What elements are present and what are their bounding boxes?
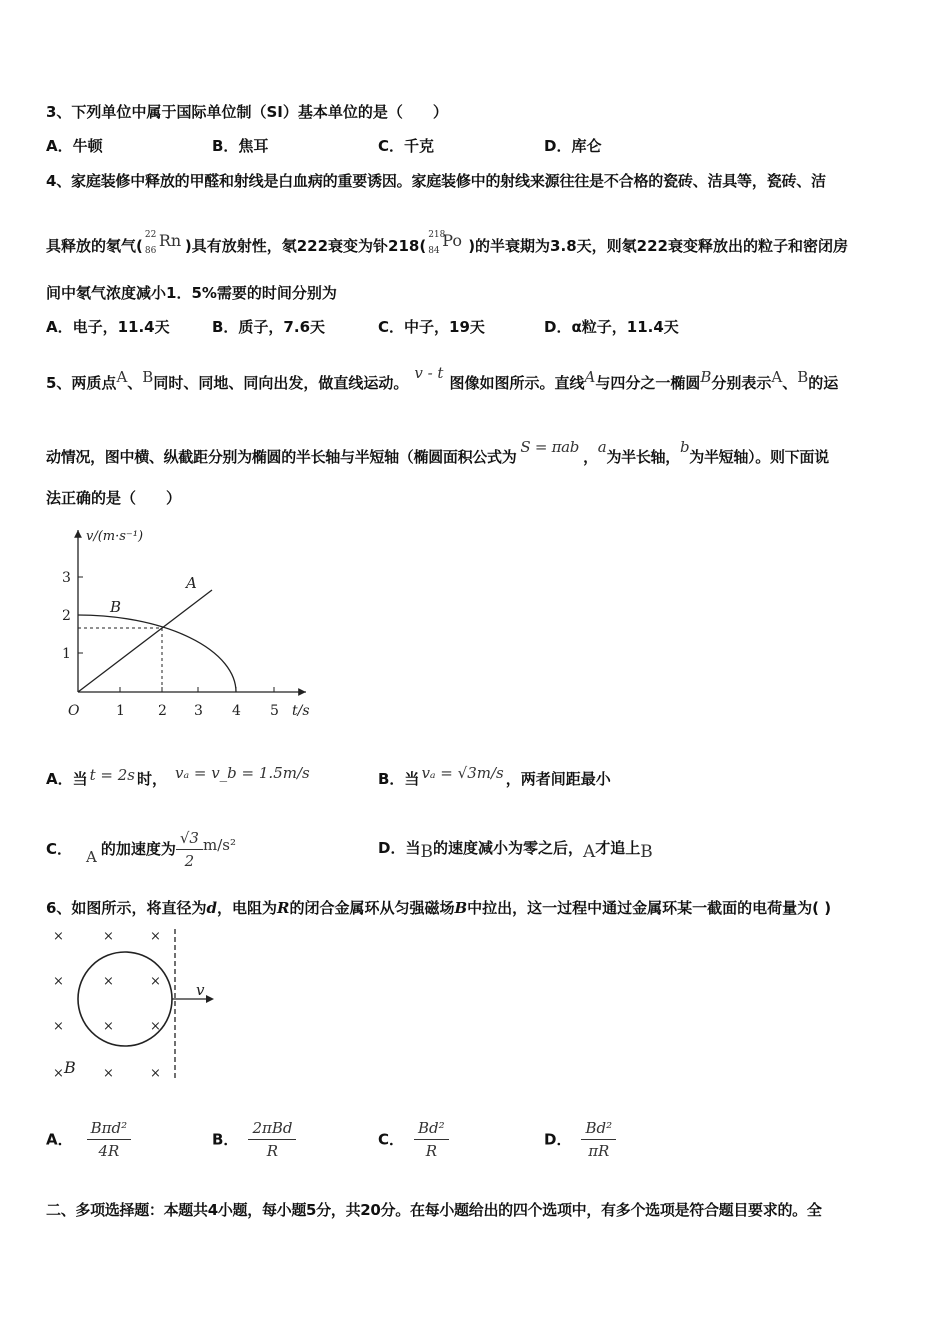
q5-l2-c: 为半长轴，	[606, 448, 680, 466]
q4-option-d: D．α粒子，11.4天	[544, 318, 679, 336]
field-cross: ×	[53, 1019, 64, 1034]
field-cross: ×	[53, 974, 64, 989]
x-tick-3: 3	[194, 703, 203, 719]
x-tick-4: 4	[232, 703, 241, 719]
speed-sqrt3-expr: vₐ = √3m/s	[421, 764, 504, 782]
ellipse-b-label: B	[110, 598, 122, 616]
q5-sep: 、	[127, 374, 143, 392]
field-label: B	[64, 1058, 76, 1077]
x-tick-1: 1	[116, 703, 125, 719]
q4-option-c: C．中子，19天	[378, 318, 485, 336]
q5-opt-c-mid: 的加速度为	[100, 840, 176, 858]
q4-line2-c: )的半衰期为3.8天，则氡222衰变释放出的粒子和密闭房	[468, 237, 848, 255]
x-tick-5: 5	[270, 703, 279, 719]
q6-opt-a-fraction: $\frac{\text{Bπd²}}{4R}$	[87, 1118, 132, 1161]
q4-line1: 4、家庭装修中释放的甲醛和射线是白血病的重要诱因。家庭装修中的射线来源往往是不合格的瓷砖、洁具等，瓷砖、洁	[46, 172, 826, 190]
q6-opt-d-fraction: $\frac{\text{Bd²}}{\pi R}$	[581, 1118, 616, 1161]
q5-option-b	[378, 763, 611, 789]
speed-equal-expr: vₐ = v_b = 1.5m/s	[175, 764, 310, 782]
radon-nuclide: 22 86 Rn	[144, 230, 182, 256]
var-b-3: B	[797, 368, 809, 386]
line-a	[78, 590, 212, 692]
field-cross: ×	[150, 974, 161, 989]
q6-opt-d-label: D．	[544, 1130, 572, 1149]
q3-option-d: D．库仑	[544, 137, 602, 155]
field-cross: ×	[103, 1019, 114, 1034]
q6-opt-b-label: B．	[212, 1130, 239, 1149]
q6-option-b	[212, 1118, 296, 1161]
y-axis-label: v/(m·s⁻¹)	[86, 529, 144, 544]
q5-l2-a: 动情况，图中横、纵截距分别为椭圆的半长轴与半短轴（椭圆面积公式为	[46, 448, 517, 466]
time-expr: t = 2s	[89, 766, 135, 784]
field-cross: ×	[103, 1066, 114, 1081]
y-tick-3: 3	[62, 570, 71, 586]
var-b-opt-d: B	[420, 842, 433, 862]
q5-opt-a-mid: 时，	[136, 770, 167, 788]
y-tick-1: 1	[62, 646, 71, 662]
q6-opt-c-label: C．	[378, 1130, 405, 1149]
velocity-label: v	[196, 981, 205, 999]
field-cross: ×	[150, 929, 161, 944]
q5-l2-d: 为半短轴）。则下面说	[689, 448, 829, 466]
var-b-2: B	[700, 368, 712, 386]
q5-option-c	[46, 828, 236, 871]
q6-opt-a-label: A．	[46, 1130, 73, 1149]
q5-opt-c-prefix: C．	[46, 840, 73, 858]
q5-opt-d-mid: 的速度减小为零之后，	[432, 839, 583, 857]
section-2-heading: 二、多项选择题：本题共4小题，每小题5分，共20分。在每小题给出的四个选项中，有多个选项是符合题目要求的。全	[46, 1201, 822, 1219]
q5-opt-b-suffix: ，两者间距最小	[505, 770, 611, 788]
q5-line1	[46, 363, 838, 393]
q3-option-c: C．千克	[378, 137, 435, 155]
field-cross: ×	[53, 929, 64, 944]
q5-opt-d-mid2: 才追上	[595, 839, 641, 857]
accel-unit: m/s²	[202, 836, 236, 854]
q5-l1-a: 5、两质点	[46, 374, 117, 392]
q6-option-a	[46, 1118, 131, 1161]
x-tick-2: 2	[158, 703, 167, 719]
q6-opt-b-fraction: $\frac{\text{2πBd}}{R}$	[248, 1118, 296, 1161]
q6-option-c	[378, 1118, 449, 1161]
vt-symbol: v - t	[414, 364, 444, 382]
line-a-label: A	[186, 574, 197, 592]
field-cross: ×	[150, 1019, 161, 1034]
field-cross: ×	[103, 974, 114, 989]
q5-option-d	[378, 838, 653, 862]
q5-option-a	[46, 763, 310, 789]
field-cross: ×	[53, 1066, 64, 1081]
var-b2-opt-d: B	[640, 842, 653, 862]
var-r: R	[276, 899, 290, 917]
field-cross: ×	[150, 1066, 161, 1081]
q5-l1-b: 同时、同地、同向出发，做直线运动。	[153, 374, 409, 392]
q5-opt-a-prefix: A．当	[46, 770, 88, 788]
q4-line2-b: )具有放射性，氡222衰变为钋218(	[184, 237, 427, 255]
q3-stem: 3、下列单位中属于国际单位制（SI）基本单位的是（ ）	[46, 103, 448, 121]
var-a-opt-c: A	[86, 848, 97, 866]
q6-stem	[46, 898, 831, 918]
var-semi-minor: b	[679, 438, 690, 456]
polonium-nuclide: 218 84 Po	[428, 230, 462, 256]
q4-line3: 间中氡气浓度减小1．5%需要的时间分别为	[46, 284, 337, 302]
origin-label: O	[68, 703, 80, 719]
q5-sep-2: 、	[782, 374, 798, 392]
q4-line2	[46, 231, 848, 256]
q5-line2	[46, 437, 829, 467]
q4-option-b: B．质子，7.6天	[212, 318, 326, 336]
q3-option-a: A．牛顿	[46, 137, 103, 155]
accel-fraction: $\frac{√3}{2}$	[176, 828, 203, 871]
ellipse-area-formula: S = πab	[520, 438, 580, 456]
var-a-opt-d: A	[582, 842, 596, 862]
var-a-3: A	[771, 368, 783, 386]
magnetic-field-figure	[46, 925, 226, 1085]
q6-stem-b: ，电阻为	[216, 899, 277, 917]
x-axis-label: t/s	[292, 703, 310, 719]
q5-l1-f: 的运	[808, 374, 839, 392]
q4-line2-a: 具释放的氡气(	[46, 237, 143, 255]
var-a: A	[116, 368, 128, 386]
ellipse-b	[78, 615, 236, 692]
q6-stem-a: 6、如图所示，将直径为	[46, 899, 207, 917]
metal-ring	[78, 952, 172, 1046]
var-b-field: B	[454, 899, 468, 917]
vt-graph	[52, 522, 322, 722]
q6-opt-c-fraction: $\frac{\text{Bd²}}{R}$	[414, 1118, 449, 1161]
var-a-2: A	[584, 368, 596, 386]
var-d: d	[206, 899, 217, 917]
q4-option-a: A．电子，11.4天	[46, 318, 170, 336]
var-b: B	[142, 368, 154, 386]
var-semi-major: a	[597, 438, 607, 456]
q5-line3: 法正确的是（ ）	[46, 489, 182, 507]
q5-l1-e: 分别表示	[711, 374, 772, 392]
q3-option-b: B．焦耳	[212, 137, 269, 155]
y-tick-2: 2	[62, 608, 71, 624]
field-cross: ×	[103, 929, 114, 944]
q6-stem-d: 中拉出，这一过程中通过金属环某一截面的电荷量为( )	[467, 899, 832, 917]
q5-opt-d-prefix: D．当	[378, 839, 421, 857]
q6-option-d	[544, 1118, 616, 1161]
q5-l1-d: 与四分之一椭圆	[595, 374, 701, 392]
q5-opt-b-prefix: B．当	[378, 770, 420, 788]
q5-l1-c: 图像如图所示。直线	[449, 374, 585, 392]
q5-l2-b: ，	[583, 448, 598, 466]
q6-stem-c: 的闭合金属环从匀强磁场	[289, 899, 455, 917]
